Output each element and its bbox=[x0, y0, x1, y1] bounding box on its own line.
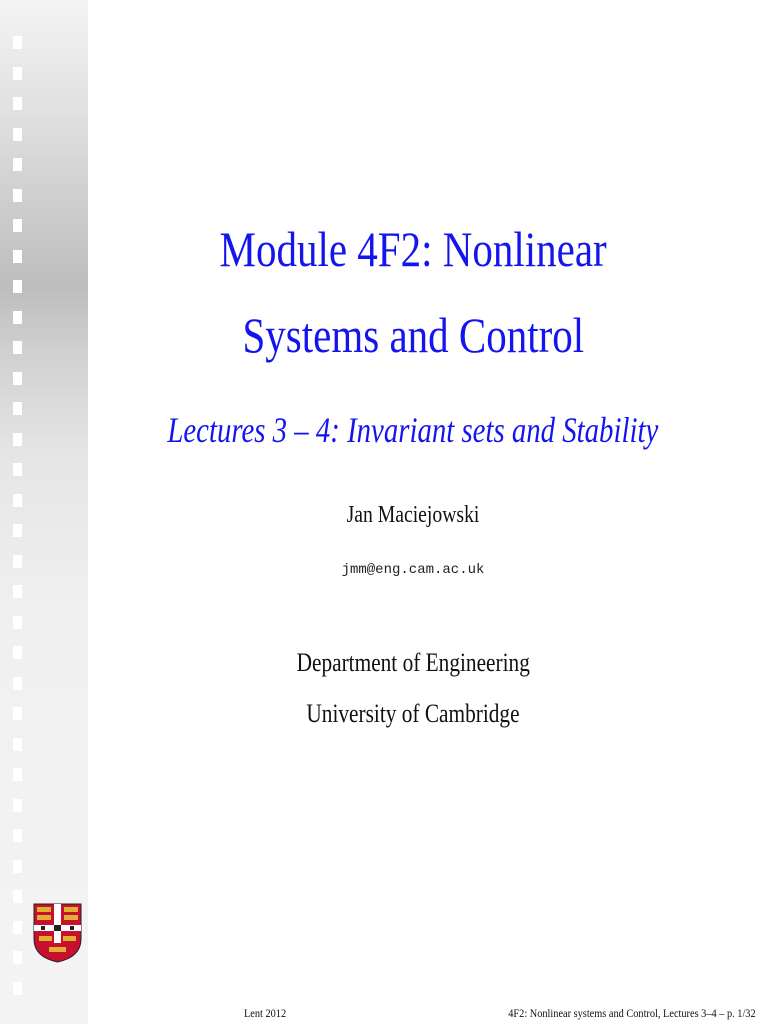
university-crest-icon bbox=[33, 903, 82, 963]
sidebar-square bbox=[13, 311, 22, 324]
sidebar-square bbox=[13, 341, 22, 354]
sidebar-square bbox=[13, 158, 22, 171]
sidebar-square bbox=[13, 463, 22, 476]
sidebar-square bbox=[13, 738, 22, 751]
sidebar-square bbox=[13, 707, 22, 720]
sidebar-square bbox=[13, 585, 22, 598]
sidebar-decoration bbox=[0, 0, 88, 1024]
sidebar-square bbox=[13, 67, 22, 80]
sidebar-square bbox=[13, 799, 22, 812]
sidebar-square bbox=[13, 189, 22, 202]
sidebar-square bbox=[13, 250, 22, 263]
sidebar-square bbox=[13, 829, 22, 842]
subtitle: Lectures 3 – 4: Invariant sets and Stability bbox=[167, 410, 659, 450]
sidebar-square bbox=[13, 890, 22, 903]
sidebar-square bbox=[13, 768, 22, 781]
sidebar-square bbox=[13, 616, 22, 629]
sidebar-square bbox=[13, 128, 22, 141]
sidebar-square bbox=[13, 646, 22, 659]
sidebar-square bbox=[13, 982, 22, 995]
sidebar-square bbox=[13, 402, 22, 415]
author-name: Jan Maciejowski bbox=[346, 502, 480, 528]
sidebar-square bbox=[13, 951, 22, 964]
sidebar-square bbox=[13, 97, 22, 110]
department: Department of Engineering bbox=[296, 648, 530, 677]
sidebar-square bbox=[13, 372, 22, 385]
sidebar-square bbox=[13, 280, 22, 293]
sidebar-square bbox=[13, 860, 22, 873]
title-line-2: Systems and Control bbox=[242, 307, 584, 363]
sidebar-square bbox=[13, 921, 22, 934]
sidebar-square bbox=[13, 433, 22, 446]
author-email: jmm@eng.cam.ac.uk bbox=[341, 562, 485, 578]
sidebar-square bbox=[13, 36, 22, 49]
sidebar-square bbox=[13, 494, 22, 507]
sidebar-square bbox=[13, 524, 22, 537]
title-line-1: Module 4F2: Nonlinear bbox=[219, 221, 607, 277]
sidebar-square bbox=[13, 555, 22, 568]
footer-term: Lent 2012 bbox=[244, 1006, 287, 1020]
sidebar-square bbox=[13, 677, 22, 690]
footer-page-info: 4F2: Nonlinear systems and Control, Lectures 3–4 – p. 1/32 bbox=[508, 1006, 756, 1020]
university: University of Cambridge bbox=[306, 699, 520, 728]
sidebar-square bbox=[13, 219, 22, 232]
sidebar-squares bbox=[13, 36, 22, 1012]
